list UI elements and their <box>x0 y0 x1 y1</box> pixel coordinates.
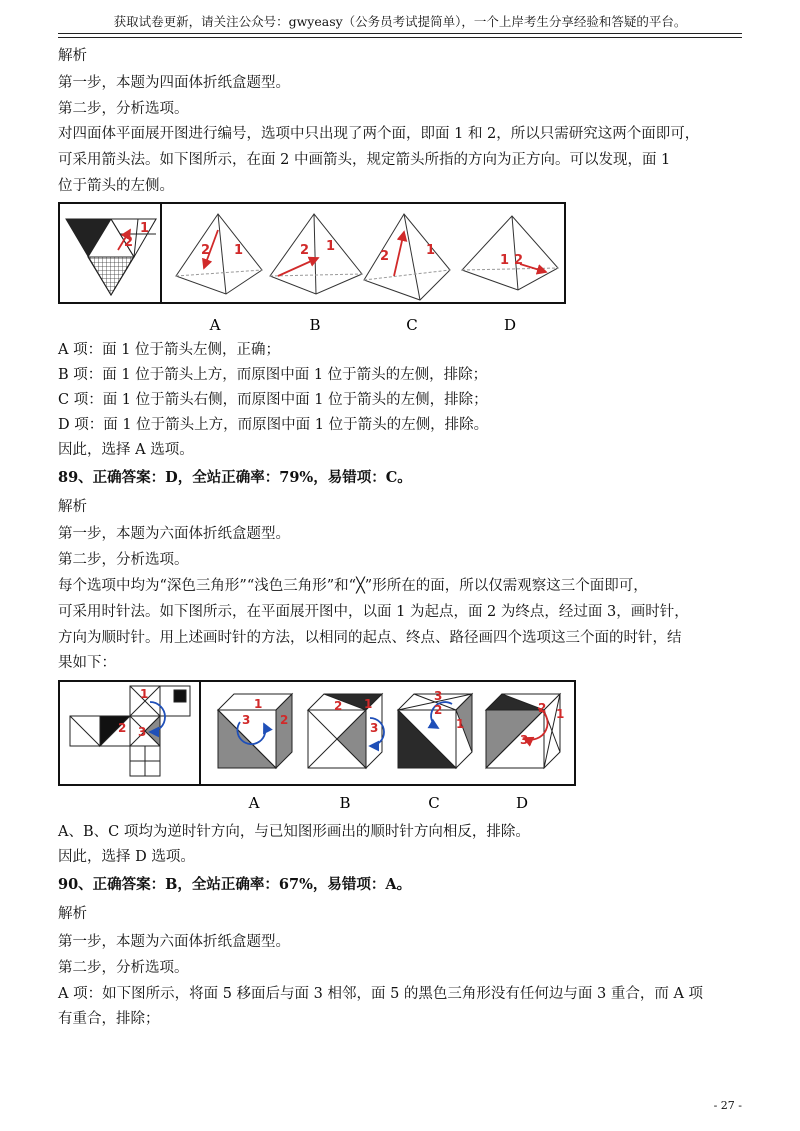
face-label: 1 <box>426 243 436 258</box>
paragraph-line: 可采用时针法。如下图所示，在平面展开图中，以面 1 为起点，面 2 为终点，经过面 3，画时针， <box>58 604 689 620</box>
option-c-tetrahedron <box>364 214 450 300</box>
face-label: 3 <box>434 689 443 703</box>
face-label: 2 <box>118 721 127 735</box>
paragraph-line: 有重合，排除； <box>58 1011 160 1027</box>
face-label: 2 <box>514 253 524 268</box>
paragraph-line: 每个选项中均为“深色三角形”“浅色三角形”和“╳”形所在的面，所以仅需观察这三个面即可， <box>58 578 648 594</box>
face-label: 1 <box>254 697 263 711</box>
paragraph-line: A 项：如下图所示，将面 5 移面后与面 3 相邻，面 5 的黑色三角形没有任何边与面 3 重合，而 A 项 <box>58 986 704 1002</box>
option-a-analysis: A 项：面 1 位于箭头左侧，正确； <box>58 342 281 358</box>
face-label: 3 <box>520 733 529 747</box>
face-label: 2 <box>334 699 343 713</box>
header-rule <box>58 33 742 34</box>
face-label: 1 <box>500 253 510 268</box>
option-label: C <box>428 794 440 812</box>
face-label: 2 <box>434 703 443 717</box>
option-d-tetrahedron <box>462 216 558 290</box>
face-label: 2 <box>300 243 310 258</box>
face-label: 2 <box>538 701 547 715</box>
step-one: 第一步，本题为六面体折纸盒题型。 <box>58 934 290 950</box>
face-label: 3 <box>242 713 251 727</box>
option-label: A <box>209 316 221 334</box>
step-one: 第一步，本题为六面体折纸盒题型。 <box>58 526 290 542</box>
step-two: 第二步，分析选项。 <box>58 101 189 117</box>
analysis-heading: 解析 <box>58 499 87 515</box>
option-label: B <box>309 316 321 334</box>
face-label: 1 <box>140 687 149 701</box>
paragraph-line: 果如下： <box>58 655 116 671</box>
face-label: 2 <box>201 243 211 258</box>
option-b-analysis: B 项：面 1 位于箭头上方，而原图中面 1 位于箭头的左侧，排除； <box>58 367 488 383</box>
face-label: 1 <box>234 243 244 258</box>
step-two: 第二步，分析选项。 <box>58 960 189 976</box>
answer-90-title: 90、正确答案：B，全站正确率：67%，易错项：A。 <box>58 876 412 893</box>
option-b-tetrahedron <box>270 214 362 294</box>
answer-89-title: 89、正确答案：D，全站正确率：79%，易错项：C。 <box>58 469 412 486</box>
face-label: 1 <box>556 707 565 721</box>
option-label: B <box>339 794 351 812</box>
step-two: 第二步，分析选项。 <box>58 552 189 568</box>
face-label: 3 <box>138 725 147 739</box>
option-label: C <box>406 316 418 334</box>
face-label: 3 <box>370 721 379 735</box>
option-label: A <box>248 794 260 812</box>
figure-cube <box>58 680 578 814</box>
figure-tetrahedron <box>58 202 568 334</box>
conclusion: 因此，选择 D 选项。 <box>58 849 195 865</box>
paragraph-line: A、B、C 项均为逆时针方向，与已知图形画出的顺时针方向相反，排除。 <box>58 824 530 840</box>
face-label: 1 <box>456 717 465 731</box>
face-label: 2 <box>124 235 134 250</box>
paragraph-line: 位于箭头的左侧。 <box>58 178 174 194</box>
conclusion: 因此，选择 A 选项。 <box>58 442 194 458</box>
analysis-heading: 解析 <box>58 906 87 922</box>
face-label: 2 <box>280 713 289 727</box>
cube-net <box>70 686 190 776</box>
analysis-heading: 解析 <box>58 48 87 64</box>
option-label: D <box>503 316 517 334</box>
face-label: 1 <box>326 239 336 254</box>
page-header: 获取试卷更新，请关注公众号：gwyeasy（公务员考试提简单），一个上岸考生分享经验和答疑的平台。 <box>113 14 687 29</box>
face-label: 1 <box>364 697 373 711</box>
face-label: 1 <box>140 221 150 236</box>
header-rule-double <box>58 37 742 38</box>
step-one: 第一步，本题为四面体折纸盒题型。 <box>58 75 290 91</box>
face-label: 2 <box>380 249 390 264</box>
option-c-analysis: C 项：面 1 位于箭头右侧，而原图中面 1 位于箭头的左侧，排除； <box>58 392 488 408</box>
paragraph-line: 方向为顺时针。用上述画时针的方法，以相同的起点、终点、路径画四个选项这三个面的时针，结 <box>58 630 682 646</box>
paragraph-line: 可采用箭头法。如下图所示，在面 2 中画箭头，规定箭头所指的方向为正方向。可以发现，面 1 <box>58 152 671 168</box>
option-a-tetrahedron <box>176 214 262 294</box>
option-d-cube <box>486 694 560 768</box>
option-d-analysis: D 项：面 1 位于箭头上方，而原图中面 1 位于箭头的左侧，排除。 <box>58 417 489 433</box>
paragraph-line: 对四面体平面展开图进行编号，选项中只出现了两个面，即面 1 和 2，所以只需研究这两个面即可， <box>58 126 700 142</box>
page-number: - 27 - <box>713 1099 742 1112</box>
option-label: D <box>515 794 529 812</box>
